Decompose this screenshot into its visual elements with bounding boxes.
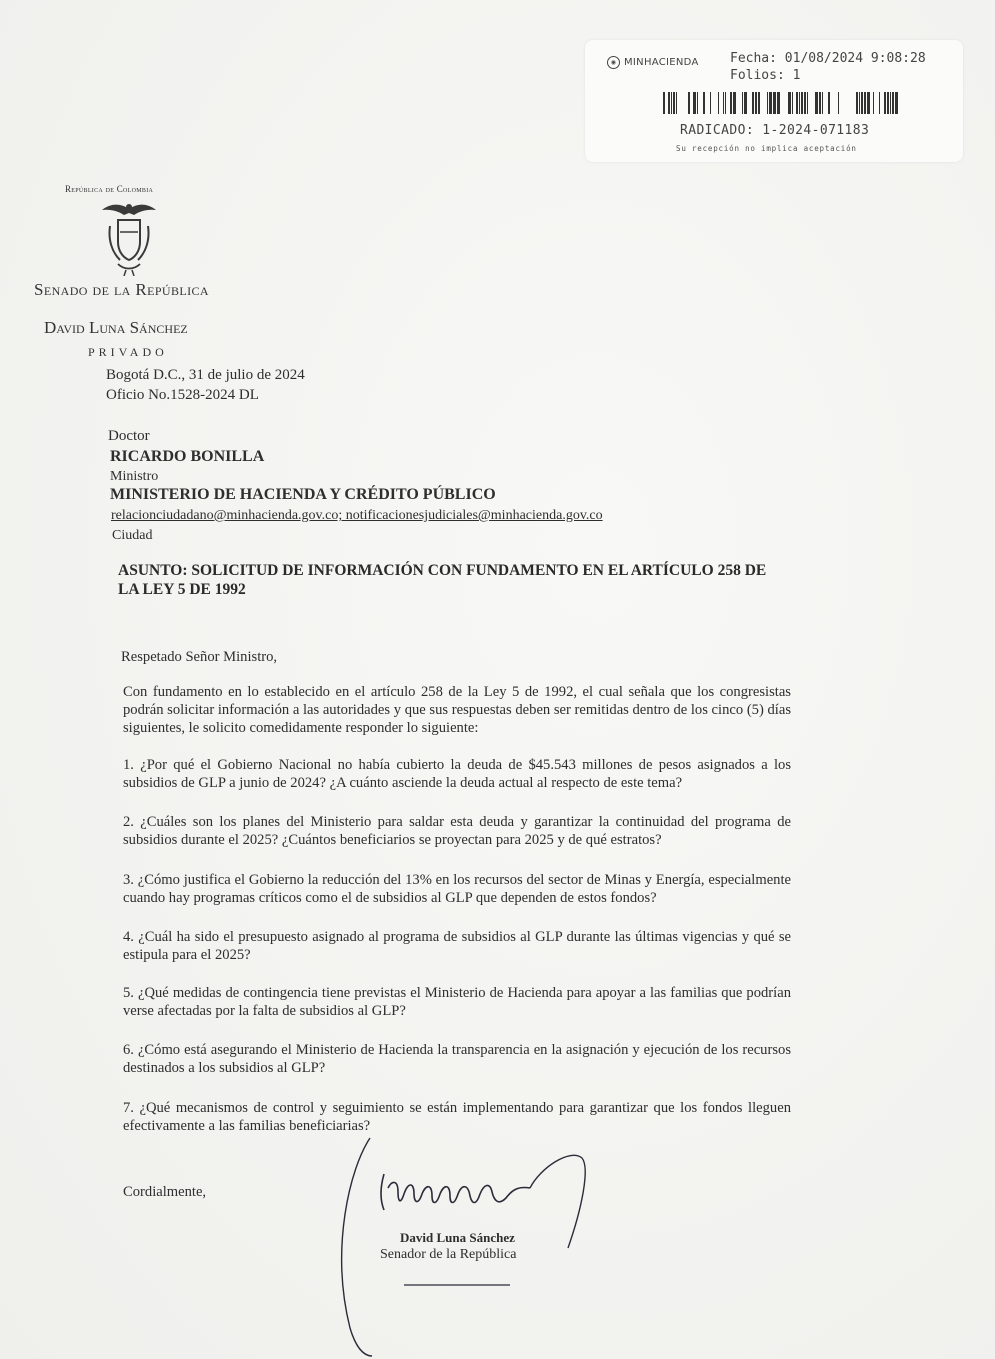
question-5: 5. ¿Qué medidas de contingencia tiene previstas el Ministerio de Hacienda para apoyar a las familias que podrían verse afectadas por la falta de subsidios al GLP?: [123, 985, 791, 1019]
republic-label: República de Colombia: [65, 184, 154, 194]
sender-name: David Luna Sánchez: [44, 318, 188, 337]
recipient-name: RICARDO BONILLA: [110, 448, 265, 465]
coat-of-arms-icon: [98, 196, 160, 276]
barcode-icon: [663, 92, 898, 114]
recipient-title: Doctor: [108, 428, 150, 444]
signer-title: Senador de la República: [380, 1247, 517, 1262]
question-1: 1. ¿Por qué el Gobierno Nacional no había cubierto la deuda de $45.543 millones de pesos asignados a los subsidios de GLP a junio de 2024? ¿A cuánto asciende la deuda actual al respecto de este tema?: [123, 757, 791, 791]
subject-line: ASUNTO: SOLICITUD DE INFORMACIÓN CON FUNDAMENTO EN EL ARTÍCULO 258 DE LA LEY 5 DE 1992: [118, 562, 767, 598]
closing: Cordialmente,: [123, 1184, 207, 1200]
question-7: 7. ¿Qué mecanismos de control y seguimiento se están implementando para garantizar que los fondos lleguen efectivamente a las familias beneficiarias?: [123, 1100, 791, 1134]
oficio-number: Oficio No.1528-2024 DL: [106, 387, 259, 403]
recipient-role: Ministro: [110, 469, 159, 484]
recipient-city: Ciudad: [112, 528, 153, 543]
place-date: Bogotá D.C., 31 de julio de 2024: [106, 367, 305, 383]
senate-title: Senado de la República: [34, 280, 209, 299]
intro-paragraph: Con fundamento en lo establecido en el artículo 258 de la Ley 5 de 1992, el cual señala que los congresistas podrán solicitar información a las autoridades y que sus respuestas deben ser remitidas dentro de los cinco (5) días siguientes, le solicito comedidamente responder lo siguiente:: [123, 684, 791, 736]
question-3: 3. ¿Cómo justifica el Gobierno la reducción del 13% en los recursos del sector de Minas y Energía, especialmente cuando hay programas críticos como el de subsidios al GLP que dependen de estos fondos?: [123, 872, 791, 906]
stamp-radicado: RADICADO: 1-2024-071183: [680, 123, 870, 138]
question-2: 2. ¿Cuáles son los planes del Ministerio para saldar esta deuda y garantizar la continuidad del programa de subsidios durante el 2025? ¿Cuántos beneficiarios se proyectan para 2025 y de qué estratos?: [123, 814, 791, 848]
minhacienda-logo: [607, 56, 699, 69]
recipient-ministry: MINISTERIO DE HACIENDA Y CRÉDITO PÚBLICO: [110, 486, 496, 503]
stamp-note: Su recepción no implica aceptación: [676, 144, 857, 153]
seal-icon: ◉: [607, 56, 620, 69]
stamp-folios: Folios: 1: [730, 68, 801, 83]
signer-name: David Luna Sánchez: [400, 1230, 515, 1245]
salutation: Respetado Señor Ministro,: [121, 649, 278, 665]
privado-label: PRIVADO: [88, 345, 168, 359]
question-4: 4. ¿Cuál ha sido el presupuesto asignado al programa de subsidios al GLP durante las últimas vigencias y qué se estipula para el 2025?: [123, 929, 791, 963]
question-6: 6. ¿Cómo está asegurando el Ministerio de Hacienda la transparencia en la asignación y ejecución de los recursos destinados a los subsidios al GLP?: [123, 1042, 791, 1076]
reception-stamp: [585, 40, 963, 162]
stamp-date: Fecha: 01/08/2024 9:08:28: [730, 51, 926, 66]
recipient-emails[interactable]: relacionciudadano@minhacienda.gov.co; notificacionesjudiciales@minhacienda.gov.co: [111, 508, 603, 523]
logo-text: MINHACIENDA: [624, 57, 699, 68]
